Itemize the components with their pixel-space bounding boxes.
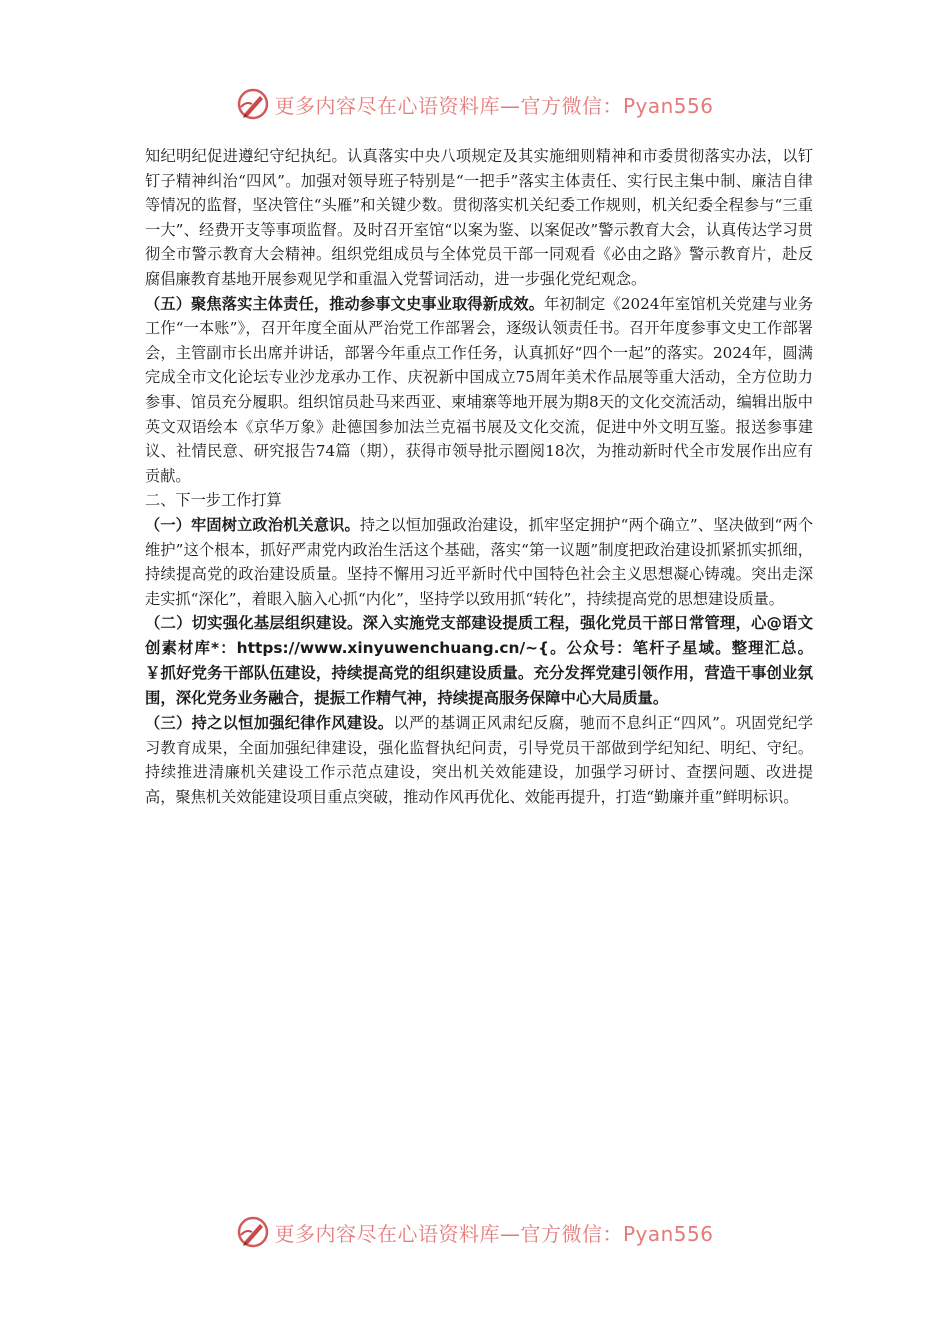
next-item-three-body: 以严的基调正风肃纪反腐，驰而不息纠正“四风”。巩固党纪学习教育成果，全面加强纪律建设，强化监督执纪问责，引导党员干部做到学纪知纪、明纪、守纪。持续推进清廉机关建设工作示范点建设，突出机关效能建设，加强学习研讨、查摆问题、改进提高，聚焦机关效能建设项目重点突破，推动作风再优化、效能再提升，打造“勤廉并重”鲜明标识。: [145, 714, 814, 807]
item-five-body: 年初制定《2024年室馆机关党建与业务工作“一本账”》，召开年度全面从严治党工作部署会，逐级认领责任书。召开年度参事文史工作部署会，主管副市长出席并讲话，部署今年重点工作任务，认真抓好“四个一起”的落实。2024年，圆满完成全市文化论坛专业沙龙承办工作、庆祝新中国成立75周年美术作品展等重大活动，全方位助力参事、馆员充分履职。组织馆员赴马来西亚、柬埔寨等地开展为期8天的文化交流活动，编辑出版中英文双语绘本《京华万象》赴德国参加法兰克福书展及文化交流，促进中外文明互鉴。报送参事建议、社情民意、研究报告74篇（期），获得市领导批示圈阅18次，为推动新时代全市发展作出应有贡献。: [145, 294, 814, 485]
paragraph-item-five: [145, 292, 813, 489]
footer-banner: [0, 1212, 950, 1252]
header-banner-text: 更多内容尽在心语资料库—官方微信：Pyan556: [274, 93, 714, 118]
paragraph-next-item-two: （二）切实强化基层组织建设。深入实施党支部建设提质工程，强化党员干部日常管理，心@语文创素材库*：https://www.xinyuwenchuang.cn/~{。公众号：笔杆子星域。整理汇总。￥抓好党务干部队伍建设，持续提高党的组织建设质量。充分发挥党建引领作用，营造干事创业氛围，深化党务业务融合，提振工作精气神，持续提高服务保障中心大局质量。: [145, 614, 813, 708]
next-item-three-heading: （三）持之以恒加强纪律作风建设。: [145, 714, 394, 733]
document-body: [145, 144, 813, 810]
item-five-heading: （五）聚焦落实主体责任，推动参事文史事业取得新成效。: [145, 294, 545, 313]
paragraph-next-item-three: [145, 711, 813, 809]
paragraph-discipline-education: 知纪明纪促进遵纪守纪执纪。认真落实中央八项规定及其实施细则精神和市委贯彻落实办法，以钉钉子精神纠治“四风”。加强对领导班子特别是“一把手”落实主体责任、实行民主集中制、廉洁自律等情况的监督，坚决管住“头雁”和关键少数。贯彻落实机关纪委工作规则，机关纪委全程参与“三重一大”、经费开支等事项监督。及时召开室馆“以案为鉴、以案促改”警示教育大会，认真传达学习贯彻全市警示教育大会精神。组织党组成员与全体党员干部一同观看《必由之路》警示教育片，赴反腐倡廉教育基地开展参观见学和重温入党誓词活动，进一步强化党纪观念。: [145, 147, 813, 288]
next-item-one-body: 持之以恒加强政治建设，抓牢坚定拥护“两个确立”、坚决做到“两个维护”这个根本，抓好严肃党内政治生活这个基础，落实“第一议题”制度把政治建设抓紧抓实抓细，持续提高党的政治建设质量。坚持不懈用习近平新时代中国特色社会主义思想凝心铸魂。突出走深走实抓“深化”，着眼入脑入心抓“内化”，坚持学以致用抓“转化”，持续提高党的思想建设质量。: [145, 515, 814, 608]
pen-logo-icon: [236, 1215, 270, 1249]
paragraph-next-item-one: [145, 513, 813, 611]
footer-banner-text: 更多内容尽在心语资料库—官方微信：Pyan556: [274, 1221, 714, 1246]
pen-logo-icon: [236, 87, 270, 121]
next-item-one-heading: （一）牢固树立政治机关意识。: [145, 515, 360, 534]
section-two-heading: 二、下一步工作打算: [145, 491, 282, 510]
header-banner: [0, 84, 950, 124]
